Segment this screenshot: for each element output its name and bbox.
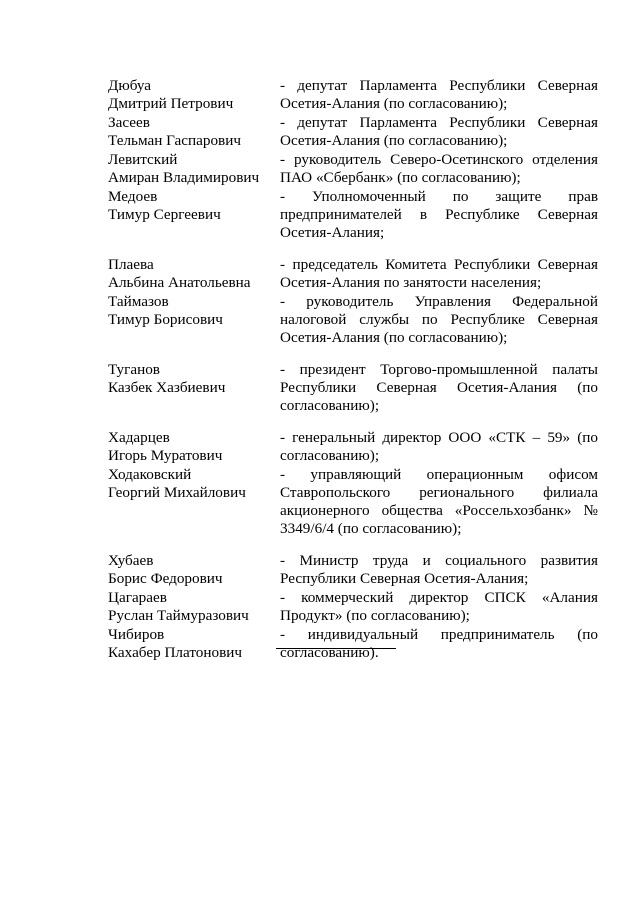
- end-separator-line: [276, 648, 396, 649]
- list-item: [108, 626, 598, 662]
- member-role: - депутат Парламента Республики Северная Осетия-Алания (по согласованию);: [280, 77, 598, 112]
- member-surname: Плаева: [108, 256, 154, 273]
- member-surname: Дюбуа: [108, 77, 151, 94]
- member-name: [108, 361, 280, 415]
- member-surname: Хадарцев: [108, 429, 170, 446]
- member-given-names: Игорь Муратович: [108, 447, 223, 464]
- member-role: - индивидуальный предприниматель (по согласованию).: [280, 626, 598, 661]
- list-item: [108, 552, 598, 588]
- list-item: [108, 589, 598, 625]
- member-surname: Медоев: [108, 188, 158, 205]
- member-given-names: Казбек Хазбиевич: [108, 379, 226, 396]
- member-given-names: Амиран Владимирович: [108, 169, 260, 186]
- member-given-names: Борис Федорович: [108, 570, 223, 587]
- list-item: [108, 361, 598, 415]
- member-name: [108, 429, 280, 465]
- member-role: - генеральный директор ООО «СТК – 59» (по согласованию);: [280, 429, 598, 464]
- member-role: - управляющий операционным офисом Ставропольского регионального филиала акционерного общества «Россельхозбанк» № 3349/6/4 (по согласованию);: [280, 466, 598, 537]
- member-surname: Цагараев: [108, 589, 167, 606]
- member-name: [108, 151, 280, 187]
- member-name: [108, 589, 280, 625]
- member-surname: Хубаев: [108, 552, 154, 569]
- member-given-names: Дмитрий Петрович: [108, 95, 234, 112]
- member-given-names: Георгий Михайлович: [108, 484, 246, 501]
- member-surname: Левитский: [108, 151, 178, 168]
- member-role: - Министр труда и социального развития Республики Северная Осетия-Алания;: [280, 552, 598, 587]
- member-role: - председатель Комитета Республики Северная Осетия-Алания по занятости населения;: [280, 256, 598, 291]
- member-name: [108, 188, 280, 242]
- member-given-names: Тельман Гаспарович: [108, 132, 241, 149]
- list-item: [108, 114, 598, 150]
- member-role: - руководитель Управления Федеральной налоговой службы по Республике Северная Осетия-Алания (по согласованию);: [280, 293, 598, 346]
- list-item: [108, 77, 598, 113]
- list-item: [108, 466, 598, 538]
- member-given-names: Альбина Анатольевна: [108, 274, 251, 291]
- member-surname: Засеев: [108, 114, 150, 131]
- member-name: [108, 626, 280, 662]
- member-list: [108, 77, 598, 663]
- member-role: - коммерческий директор СПСК «Алания Продукт» (по согласованию);: [280, 589, 598, 624]
- member-given-names: Тимур Сергеевич: [108, 206, 221, 223]
- member-name: [108, 77, 280, 113]
- list-item: [108, 256, 598, 292]
- member-surname: Туганов: [108, 361, 160, 378]
- member-role: - руководитель Северо-Осетинского отделения ПАО «Сбербанк» (по согласованию);: [280, 151, 598, 186]
- member-given-names: Кахабер Платонович: [108, 644, 243, 661]
- member-name: [108, 552, 280, 588]
- member-name: [108, 256, 280, 292]
- list-item: [108, 429, 598, 465]
- list-item: [108, 151, 598, 187]
- list-item: [108, 293, 598, 347]
- member-role: - президент Торгово-промышленной палаты Республики Северная Осетия-Алания (по согласованию);: [280, 361, 598, 414]
- member-given-names: Тимур Борисович: [108, 311, 223, 328]
- member-surname: Таймазов: [108, 293, 169, 310]
- member-given-names: Руслан Таймуразович: [108, 607, 249, 624]
- member-surname: Чибиров: [108, 626, 165, 643]
- member-role: - депутат Парламента Республики Северная Осетия-Алания (по согласованию);: [280, 114, 598, 149]
- member-name: [108, 293, 280, 347]
- member-name: [108, 466, 280, 538]
- member-name: [108, 114, 280, 150]
- member-surname: Ходаковский: [108, 466, 192, 483]
- member-role: - Уполномоченный по защите прав предпринимателей в Республике Северная Осетия-Алания;: [280, 188, 598, 241]
- list-item: [108, 188, 598, 242]
